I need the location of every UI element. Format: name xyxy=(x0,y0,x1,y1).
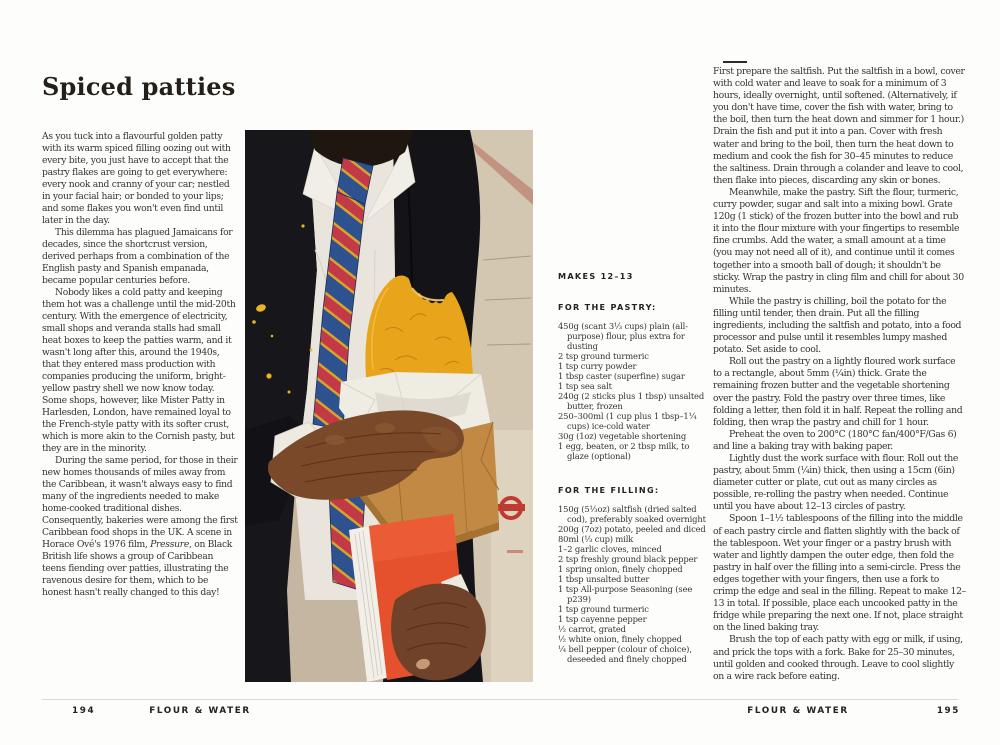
ingredient-item: 30g (1oz) vegetable shortening xyxy=(558,431,687,441)
right-section-title: FLOUR & WATER xyxy=(747,706,849,716)
hand-holding-book xyxy=(391,584,486,681)
page-title: Spiced patties xyxy=(42,72,236,102)
pastry-ingredient-list xyxy=(558,321,708,461)
recipe-photo xyxy=(245,130,533,682)
ingredient-item: 1 tsp ground turmeric xyxy=(558,604,649,614)
ingredient-item: 1–2 garlic cloves, minced xyxy=(558,544,662,554)
ingredient-item: 2 tsp ground turmeric xyxy=(558,351,649,361)
ingredient-item: 450g (scant 3⅓ cups) plain (all-purpose) flour, plus extra for dusting xyxy=(558,321,688,351)
method-paragraph: While the pastry is chilling, boil the potato for the filling until tender, then drain. Put all the filling ingredients, including the saltfish and potato, into a food processor and pulse until it resembles lumpy mashed potato. Set aside to cool. xyxy=(713,295,962,356)
ingredient-item: 240g (2 sticks plus 1 tbsp) unsalted butter, frozen xyxy=(558,391,705,411)
method-paragraph: Roll out the pastry on a lightly floured work surface to a rectangle, about 5mm (¼in) thick. Grate the remaining frozen butter and the vegetable shortening over the pastry. Fold the pastry over three times, like folding a letter, then fold it in half. Repeat the rolling and folding, then wrap the pastry and chill for 1 hour. xyxy=(713,356,963,428)
pastry-header: FOR THE PASTRY: xyxy=(558,302,657,312)
method-paragraph: Spoon 1–1½ tablespoons of the filling into the middle of each pastry circle and flatten slightly with the back of the tablespoon. Wet your finger or a pastry brush with water and lightly dampen the outer edge, then fold the pastry in half over the filling into a semi-circle. Press the edges together with your fingers, then use a fork to crimp the edge and seal in the filling. Repeat to make 12–13 in total. If possible, place each uncooked patty in the fridge while preparing the next one. If not, place straight on the lined baking tray. xyxy=(713,513,966,634)
ingredient-item: 1 tsp cayenne pepper xyxy=(558,614,647,624)
ingredient-item: 80ml (⅓ cup) milk xyxy=(558,534,634,544)
filling-ingredient-list xyxy=(558,504,708,664)
ingredient-item: 250–300ml (1 cup plus 1 tbsp–1¼ cups) ice-cold water xyxy=(558,411,697,431)
ingredient-item: 1 tsp All-purpose Seasoning (see p239) xyxy=(558,584,693,604)
left-page-number: 194 xyxy=(72,706,96,716)
intro-paragraph: As you tuck into a flavourful golden patty with its warm spiced filling oozing out with every bite, you just have to accept that the pastry flakes are going to get everywhere: every nook and cranny of your car; nestled in your facial hair; or bonded to your lips; and some flakes you won't even find until later in the day. xyxy=(42,131,231,226)
intro-paragraph: This dilemma has plagued Jamaicans for decades, since the shortcrust version, derived perhaps from a combination of the English pasty and Spanish empanada, became popular centuries before. xyxy=(42,227,233,286)
method-paragraph: Brush the top of each patty with egg or milk, if using, and prick the tops with a fork. Bake for 25–30 minutes, until golden and cooked through. Leave to cool slightly on a wire rack before eating. xyxy=(713,634,963,682)
intro-text-segment: During the same period, for those in their new homes thousands of miles away from the Caribbean, it wasn't always easy to find many of the ingredients needed to make home-cooked traditional dishes. Consequently, bakeries were among the first Caribbean food shops in the UK. A scene in Horace Ové's 1976 film, xyxy=(42,455,238,550)
filling-header: FOR THE FILLING: xyxy=(558,485,660,495)
ingredient-item: ¼ bell pepper (colour of choice), deseeded and finely chopped xyxy=(558,644,692,664)
section-rule xyxy=(723,61,747,63)
method-paragraph: Preheat the oven to 200°C (180°C fan/400°F/Gas 6) and line a baking tray with baking paper. xyxy=(713,428,957,452)
method-paragraph: First prepare the saltfish. Put the saltfish in a bowl, cover with cold water and leave to soak for a minimum of 3 hours, ideally overnight, until softened. (Alternatively, if you don't have time, cover the fish with water, bring to the boil, then turn the heat down and simmer for 1 hour.) Drain the fish and put it into a pan. Cover with fresh water and bring to the boil, then turn the heat down to medium and cook the fish for 30–45 minutes to reduce the saltiness. Drain through a colander and leave to cool, then flake into pieces, discarding any skin or bones. xyxy=(713,66,965,186)
method-paragraph: Meanwhile, make the pastry. Sift the flour, turmeric, curry powder, sugar and salt into a mixing bowl. Grate 120g (1 stick) of the frozen butter into the bowl and rub it into the flour mixture with your fingertips to resemble fine crumbs. Add the water, a small amount at a time (you may not need all of it), and continue until it comes together into a smooth ball of dough; it shouldn't be sticky. Wrap the pastry in cling film and chill for about 30 minutes. xyxy=(713,186,964,295)
ingredient-item: 200g (7oz) potato, peeled and diced xyxy=(558,524,706,534)
ingredient-item: ½ carrot, grated xyxy=(558,624,626,634)
left-section-title: FLOUR & WATER xyxy=(149,706,251,716)
method-column xyxy=(713,66,966,683)
intro-text xyxy=(42,131,239,599)
intro-paragraph: Nobody likes a cold patty and keeping them hot was a challenge until the mid-20th century. With the emergence of electricity, small shops and veranda stalls had small heat boxes to keep the patties warm, and it wasn't long after this, around the 1940s, that they entered mass production with companies producing the uniform, bright-yellow pastry shell we now know today. Some shops, however, like Mister Patty in Harlesden, London, have remained loyal to the French-style patty with its softer crust, which is more akin to the Cornish pasty, but they are in the minority. xyxy=(42,287,236,454)
intro-paragraph xyxy=(42,455,239,599)
method-paragraph: Lightly dust the work surface with flour. Roll out the pastry, about 5mm (¼in) thick, then using a 15cm (6in) diameter cutter or plate, cut out as many circles as possible, re-rolling the pastry when needed. Continue until you have about 12–13 circles of pastry. xyxy=(713,453,959,513)
photo-illustration xyxy=(245,130,533,682)
makes-label: MAKES 12–13 xyxy=(558,271,634,281)
ingredient-item: 1 egg, beaten, or 2 tbsp milk, to glaze (optional) xyxy=(558,441,690,461)
ingredient-item: 1 spring onion, finely chopped xyxy=(558,564,683,574)
ingredient-item: 1 tbsp unsalted butter xyxy=(558,574,650,584)
intro-text-segment: , on Black British life shows a group of Caribbean teens fiending over patties, illustrating the ravenous desire for them, which to be honest hasn't really changed to this day! xyxy=(42,539,233,598)
footer-rule xyxy=(42,699,958,700)
ingredient-item: 1 tsp curry powder xyxy=(558,361,637,371)
ingredient-item: ½ white onion, finely chopped xyxy=(558,634,682,644)
film-title: Pressure xyxy=(150,539,189,550)
ingredient-item: 150g (5⅓oz) saltfish (dried salted cod), preferably soaked overnight xyxy=(558,504,706,524)
ingredient-item: 2 tsp freshly ground black pepper xyxy=(558,554,698,564)
ingredient-item: 1 tbsp caster (superfine) sugar xyxy=(558,371,685,381)
ingredient-item: 1 tsp sea salt xyxy=(558,381,612,391)
ingredients-column xyxy=(558,271,708,688)
right-page-number: 195 xyxy=(936,706,960,716)
